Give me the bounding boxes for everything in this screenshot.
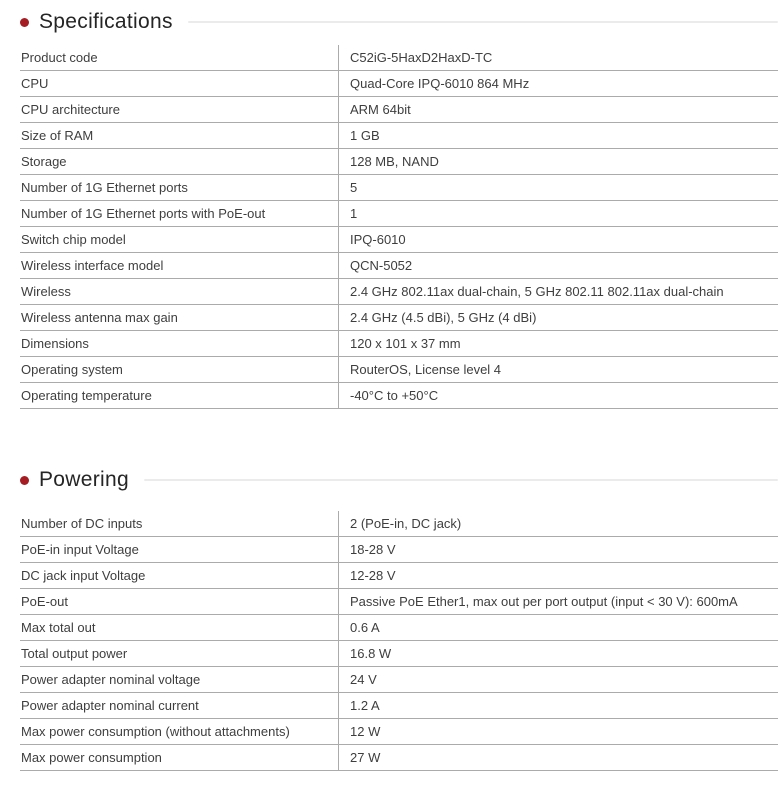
- section-powering: [0, 465, 778, 771]
- table-row: [20, 745, 778, 771]
- spec-value: 1.2 A: [338, 693, 778, 718]
- red-bullet-icon: [20, 476, 29, 485]
- red-bullet-icon: [20, 18, 29, 27]
- spec-label: Number of DC inputs: [21, 516, 143, 531]
- spec-label: Wireless interface model: [21, 258, 164, 273]
- table-row: [20, 357, 778, 383]
- table-row: [20, 537, 778, 563]
- spec-label: Dimensions: [21, 336, 89, 351]
- table-row: [20, 279, 778, 305]
- specifications-table: [20, 45, 778, 409]
- table-row: [20, 719, 778, 745]
- spec-value: 2 (PoE-in, DC jack): [338, 511, 778, 536]
- spec-label: Number of 1G Ethernet ports with PoE-out: [21, 206, 266, 221]
- spec-value: 1: [338, 201, 778, 226]
- spec-value: 16.8 W: [338, 641, 778, 666]
- spec-label: PoE-out: [21, 594, 68, 609]
- table-row: [20, 123, 778, 149]
- spec-value: 0.6 A: [338, 615, 778, 640]
- spec-label: DC jack input Voltage: [21, 568, 146, 583]
- section-title: Powering: [39, 468, 129, 491]
- spec-label: Switch chip model: [21, 232, 126, 247]
- spec-value: 12-28 V: [338, 563, 778, 588]
- table-row: [20, 693, 778, 719]
- section-header: [0, 465, 778, 495]
- section-specifications: [0, 7, 778, 409]
- spec-label: Total output power: [21, 646, 128, 661]
- table-row: [20, 175, 778, 201]
- table-row: [20, 589, 778, 615]
- table-row: [20, 511, 778, 537]
- table-row: [20, 149, 778, 175]
- spec-value: C52iG-5HaxD2HaxD-TC: [338, 45, 778, 70]
- spec-label: Wireless: [21, 284, 71, 299]
- spec-label: Operating temperature: [21, 388, 152, 403]
- table-row: [20, 227, 778, 253]
- spec-value: 128 MB, NAND: [338, 149, 778, 174]
- table-row: [20, 331, 778, 357]
- spec-label: Operating system: [21, 362, 123, 377]
- table-row: [20, 667, 778, 693]
- spec-label: Size of RAM: [21, 128, 94, 143]
- table-row: [20, 45, 778, 71]
- spec-value: 12 W: [338, 719, 778, 744]
- section-title: Specifications: [39, 10, 173, 33]
- header-divider-line: [188, 21, 778, 23]
- spec-value: Quad-Core IPQ-6010 864 MHz: [338, 71, 778, 96]
- spec-label: Max power consumption (without attachments): [21, 724, 290, 739]
- spec-value: IPQ-6010: [338, 227, 778, 252]
- spec-value: 24 V: [338, 667, 778, 692]
- spec-label: Storage: [21, 154, 67, 169]
- spec-value: 120 x 101 x 37 mm: [338, 331, 778, 356]
- spec-value: 18-28 V: [338, 537, 778, 562]
- spec-label: Power adapter nominal voltage: [21, 672, 201, 687]
- spec-value: 5: [338, 175, 778, 200]
- spec-value: 2.4 GHz (4.5 dBi), 5 GHz (4 dBi): [338, 305, 778, 330]
- spec-label: Max power consumption: [21, 750, 162, 765]
- spec-value: Passive PoE Ether1, max out per port output (input < 30 V): 600mA: [338, 589, 778, 614]
- table-row: [20, 383, 778, 409]
- table-row: [20, 71, 778, 97]
- spec-value: -40°C to +50°C: [338, 383, 778, 408]
- header-divider-line: [144, 479, 778, 481]
- spec-label: CPU architecture: [21, 102, 120, 117]
- spec-label: Number of 1G Ethernet ports: [21, 180, 188, 195]
- table-row: [20, 641, 778, 667]
- spec-value: ARM 64bit: [338, 97, 778, 122]
- table-row: [20, 253, 778, 279]
- spec-label: Power adapter nominal current: [21, 698, 199, 713]
- spec-value: 2.4 GHz 802.11ax dual-chain, 5 GHz 802.11 802.11ax dual-chain: [338, 279, 778, 304]
- spec-value: 27 W: [338, 745, 778, 770]
- spec-label: Product code: [21, 50, 98, 65]
- spec-label: PoE-in input Voltage: [21, 542, 139, 557]
- section-header: [0, 7, 778, 37]
- spec-label: Wireless antenna max gain: [21, 310, 178, 325]
- table-row: [20, 97, 778, 123]
- table-row: [20, 201, 778, 227]
- spec-label: Max total out: [21, 620, 96, 635]
- table-row: [20, 305, 778, 331]
- spec-value: RouterOS, License level 4: [338, 357, 778, 382]
- powering-table: [20, 511, 778, 771]
- spec-label: CPU: [21, 76, 49, 91]
- spec-value: 1 GB: [338, 123, 778, 148]
- table-row: [20, 615, 778, 641]
- spec-value: QCN-5052: [338, 253, 778, 278]
- table-row: [20, 563, 778, 589]
